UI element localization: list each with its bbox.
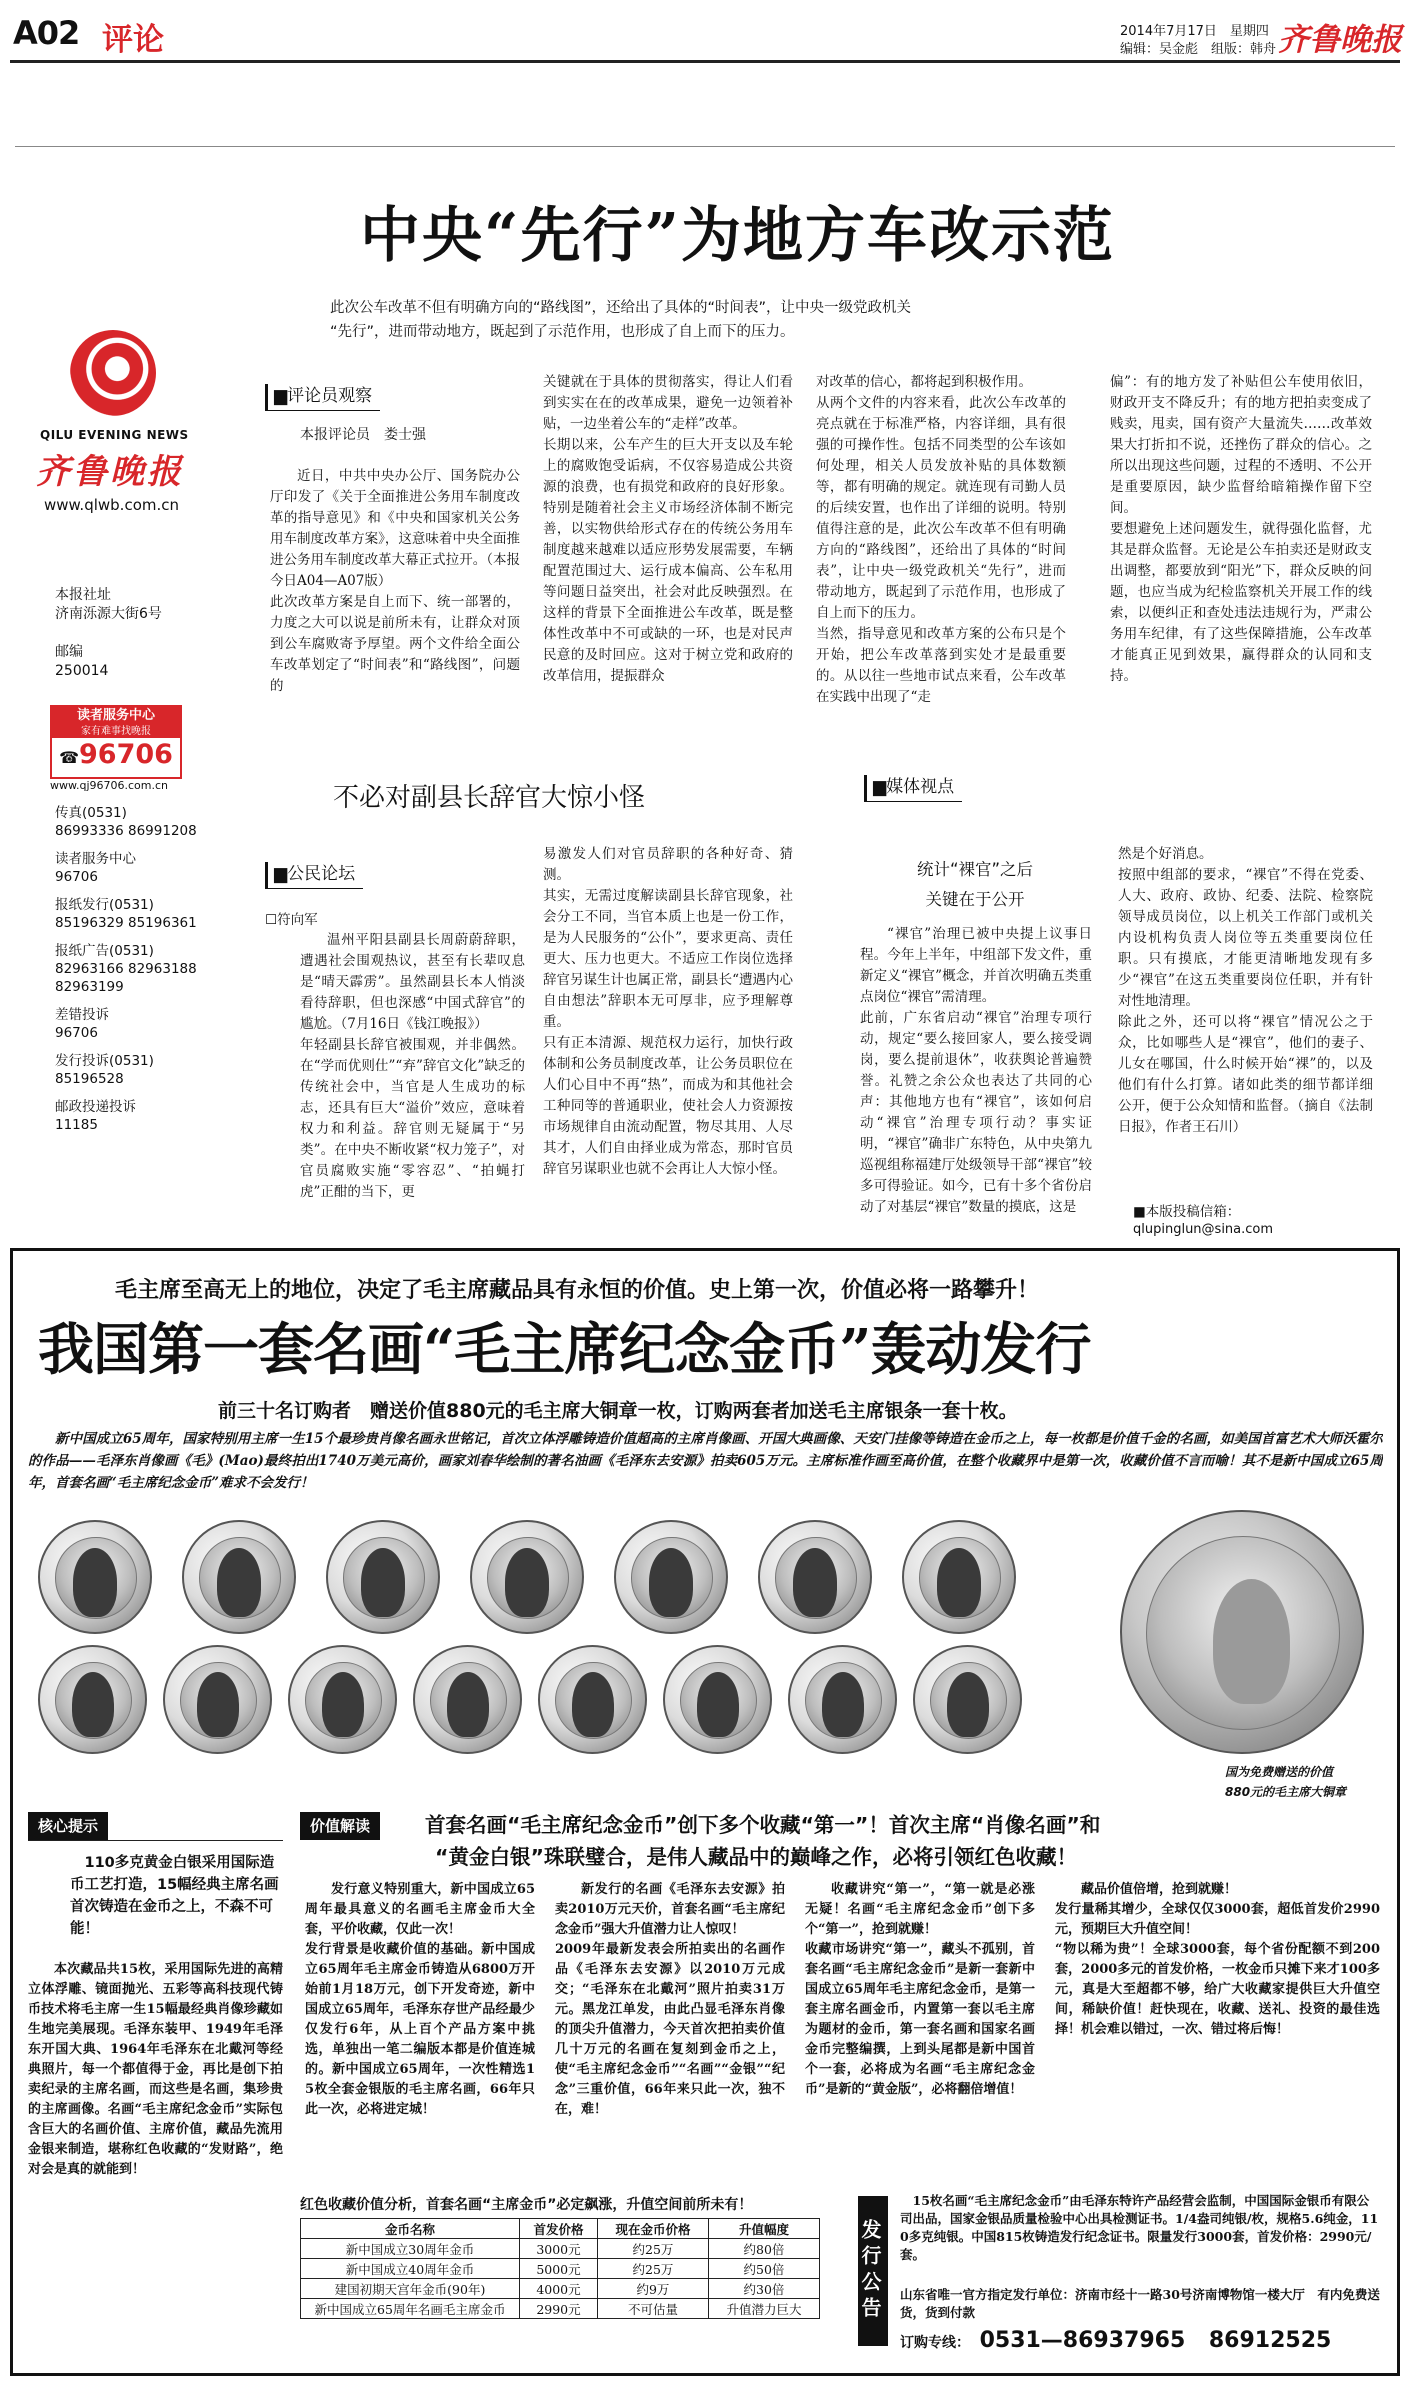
lead-top-rule — [15, 146, 1395, 147]
contact-entry: 邮政投递投诉 11185 — [55, 1099, 136, 1133]
table-cell: 约9万 — [597, 2279, 708, 2299]
value-col-3-text: 收藏讲究“第一”，“第一就是必涨无疑！名画“毛主席纪念金币”创下多个“第一”，抢到就赚！ 收藏市场讲究“第一”，藏头不孤别，首套名画“毛主席纪念金币”是新一套新中国成立65周年毛主席纪念金币，是第一套主席名画金币，内置第一套以毛主席为题材的金币，第一套名画和国家名画金币完整编撰，上到头尾都是新中国首个一套，必将成为名画“毛主席纪念金币”是新的“黄金版”，必将翻倍增值！ — [805, 1882, 1035, 2097]
tip-label: 核心提示 — [28, 1812, 108, 1840]
hotline[interactable] — [900, 2328, 1331, 2353]
table-header-row — [301, 2219, 820, 2239]
address: 本报社址 济南泺源大街6号 — [55, 587, 162, 622]
table-row — [301, 2259, 820, 2279]
contact-entry: 读者服务中心 96706 — [55, 851, 136, 885]
contact-entry: 发行投诉(0531) 85196528 — [55, 1053, 154, 1087]
lead-deck: 此次公车改革不但有明确方向的“路线图”，还给出了具体的“时间表”，让中央一级党政机关 “先行”，进而带动地方，既起到了示范作用，也形成了自上而下的压力。 — [330, 300, 912, 340]
contact-entry: 差错投诉 96706 — [55, 1007, 109, 1041]
coin-image — [614, 1520, 728, 1634]
tag-square-icon: ▆ — [873, 777, 887, 797]
coin-image — [38, 1645, 147, 1754]
second-col-2 — [543, 844, 793, 1240]
portrait-icon — [793, 1548, 837, 1616]
table-header: 现在金币价格 — [597, 2219, 708, 2239]
lead-col-1-text: 近日，中共中央办公厅、国务院办公厅印发了《关于全面推进公务用车制度改革的指导意见》和《中央和国家机关公务用车制度改革方案》，这意味着中央全面推进公务用车制度改革大幕正式拉开。（本报今日A04—A07版） 此次改革方案是自上而下、统一部署的，力度之大可以说是前所未有，让群众对顶到公车腐败寄予厚望。两个文件给全面公车改革划定了“时间表”和“路线图”，问题的 — [270, 468, 520, 694]
qilu-swirl-logo — [70, 330, 156, 416]
ad-sub: 前三十名订购者 赠送价值880元的毛主席大铜章一枚，订购两套者加送毛主席银条一套十枚。 — [218, 1400, 1018, 1422]
section-tag-citizen: ▆公民论坛 — [265, 862, 363, 889]
media-col-2-text: 然是个好消息。 按照中组部的要求，“裸官”不得在党委、人大、政府、政协、纪委、法院、检察院领导成员岗位，以上机关工作部门或机关内设机构负责人岗位等五类重要岗位任职。只有摸底，才能更清晰地发现有多少“裸官”在这五类重要岗位任职，并有针对性地清理。 除此之外，还可以将“裸官”情况公之于众，比如哪些人是“裸官”，他们的妻子、儿女在哪国，什么时候开始“裸”的，以及他们有什么打算。诸如此类的细节都详细公开，便于公众知情和监督。（摘自《法制日报》，作者王石川） — [1118, 846, 1373, 1135]
tag-square-icon: ▆ — [274, 386, 288, 406]
table-header: 金币名称 — [301, 2219, 520, 2239]
coin-image — [788, 1645, 897, 1754]
portrait-icon — [822, 1672, 864, 1737]
contrib-label: ■本版投稿信箱： — [1133, 1204, 1241, 1220]
medal-caption: 国为免费赠送的价值 880元的毛主席大铜章 — [1225, 1765, 1347, 1799]
phone-icon: ☎ — [59, 748, 79, 767]
notice-sponsor: 山东省唯一官方指定发行单位：济南市经十一路30号济南博物馆一楼大厅 有内免费送货，货到付款 — [900, 2287, 1380, 2320]
brand-cn: 齐鲁晚报 — [36, 452, 184, 492]
tag-square-icon: ▆ — [274, 864, 288, 884]
second-col-1 — [300, 930, 525, 1240]
portrait-icon — [447, 1672, 489, 1737]
portrait-icon — [1213, 1579, 1290, 1704]
notice-text: 15枚名画“毛主席纪念金币”由毛泽东特许产品经营会监制，中国国际金银币有限公司出品，国家金银品质量检验中心出具检测证书。1/4盎司纯银/枚，规格5.6纯金，110多克纯银。中国815枚铸造发行纪念证书。限量发行3000套，首发价格：2990元/套。 — [900, 2193, 1379, 2262]
second-byline: ☐符向军 — [265, 912, 318, 928]
coin-image — [913, 1645, 1022, 1754]
table-row — [301, 2279, 820, 2299]
portrait-icon — [947, 1672, 989, 1737]
service-banner: 读者服务中心 — [52, 707, 180, 725]
tip-rule — [28, 1840, 283, 1841]
value-label: 价值解读 — [300, 1812, 380, 1840]
table-cell: 约25万 — [597, 2259, 708, 2279]
coin-image — [288, 1645, 397, 1754]
coin-image — [413, 1645, 522, 1754]
value-headline-2: “黄金白银”珠联璧合，是伟人藏品中的巅峰之作，必将引领红色收藏！ — [435, 1845, 1077, 1869]
value-headline-1: 首套名画“毛主席纪念金币”创下多个收藏“第一”！首次主席“肖像名画”和 — [425, 1813, 1101, 1837]
table-row — [301, 2299, 820, 2319]
portrait-icon — [505, 1548, 549, 1616]
service-box[interactable] — [50, 705, 182, 779]
coin-image — [470, 1520, 584, 1634]
coin-image — [163, 1645, 272, 1754]
section-tag-commentator: ▆评论员观察 — [265, 384, 380, 411]
coin-image — [663, 1645, 772, 1754]
portrait-icon — [322, 1672, 364, 1737]
table-cell: 约25万 — [597, 2239, 708, 2259]
coin-image — [758, 1520, 872, 1634]
portrait-icon — [72, 1672, 114, 1737]
second-headline: 不必对副县长辞官大惊小怪 — [333, 783, 646, 813]
tip-body — [28, 1960, 283, 2360]
service-sub: 家有难事找晚报 — [52, 725, 180, 738]
media-col-1-text: “裸官”治理已被中央提上议事日程。今年上半年，中组部下发文件，重新定义“裸官”概念，并首次明确五类重点岗位“裸官”需清理。 此前，广东省启动“裸官”治理专项行动，规定“要么接回家人，要么接受调岗，要么提前退休”，收获舆论普遍赞誉。礼赞之余公众也表达了共同的心声：其他地方也有“裸官”，该如何启动“裸官”治理专项行动？事实证明，“裸官”确非广东特色，从中央第九巡视组称福建厅处级领导干部“裸官”较多可得验证。如今，已有十多个省份启动了对基层“裸官”数量的摸底，这是 — [860, 926, 1092, 1215]
media-col-2 — [1118, 844, 1373, 1196]
value-col-3 — [805, 1880, 1035, 2180]
bronze-medal-image — [1120, 1510, 1364, 1754]
date-line: 2014年7月17日 星期四 — [1120, 24, 1269, 39]
table-cell: 约50倍 — [708, 2259, 819, 2279]
table-header: 首发价格 — [520, 2219, 598, 2239]
portrait-icon — [697, 1672, 739, 1737]
contact-entry: 报纸发行(0531) 85196329 85196361 — [55, 897, 197, 931]
lead-headline: 中央“先行”为地方车改示范 — [360, 201, 1116, 271]
section-tag-media: ▆媒体视点 — [864, 775, 962, 802]
portrait-icon — [572, 1672, 614, 1737]
table-cell: 2990元 — [520, 2299, 598, 2319]
hotline-alt[interactable]: 86912525 — [1208, 2328, 1332, 2353]
price-table — [300, 2218, 820, 2319]
ad-headline: 我国第一套名画“毛主席纪念金币”轰动发行 — [38, 1317, 1091, 1383]
postcode: 邮编 250014 — [55, 644, 109, 679]
value-col-2 — [555, 1880, 785, 2180]
table-header: 升值幅度 — [708, 2219, 819, 2239]
lead-col-3 — [816, 372, 1066, 782]
table-cell: 不可估量 — [597, 2299, 708, 2319]
portrait-icon — [73, 1548, 117, 1616]
service-number: ☎96706 — [59, 739, 173, 770]
lead-col-4 — [1110, 372, 1372, 782]
table-cell: 新中国成立65周年名画毛主席金币 — [301, 2299, 520, 2319]
lead-col-3-text: 对改革的信心，都将起到积极作用。 从两个文件的内容来看，此次公车改革的亮点就在于标准严格，内容详细，具有很强的可操作性。包括不同类型的公车该如何处理，相关人员发放补贴的具体数额等，都有明确的规定。就连现有司勤人员的后续安置，也作出了详细的说明。特别值得注意的是，此次公车改革不但有明确方向的“路线图”，还给出了具体的“时间表”，让中央一级党政机关“先行”，进而带动地方，既起到了示范作用，也形成了自上而下的压力。 当然，指导意见和改革方案的公布只是个开始，把公车改革落到实处才是最重要的。从以往一些地市试点来看，公车改革在实践中出现了“走 — [816, 374, 1066, 705]
section-name: 评论 — [102, 22, 164, 58]
service-site[interactable]: www.qj96706.com.cn — [50, 779, 169, 792]
table-cell: 升值潜力巨大 — [708, 2299, 819, 2319]
table-cell: 3000元 — [520, 2239, 598, 2259]
value-col-1 — [305, 1880, 535, 2180]
tip-lead: 110多克黄金白银采用国际造币工艺打造，15幅经典主席名画首次铸造在金币之上，不森不可能！ — [70, 1855, 279, 1937]
table-cell: 约30倍 — [708, 2279, 819, 2299]
lead-col-1 — [270, 466, 520, 782]
second-col-1-text: 温州平阳县副县长周蔚蔚辞职，遭遇社会围观热议，甚至有长辈叹息是“晴天霹雳”。虽然副县长本人悄淡看待辞职，但也深感“中国式辞官”的尴尬。（7月16日《钱江晚报》） 年轻副县长辞官被围观，并非偶然。在“学而优则仕”“弃”辞官文化”缺乏的传统社会中，当官是人生成功的标志，还具有巨大“溢价”效应，意味着权力和利益。辞官则无疑属于“另类”。在中央不断收紧“权力笼子”，对官员腐败实施“零容忍”、“拍蝇打虎”正酣的当下，更 — [300, 932, 525, 1200]
lead-col-2 — [543, 372, 793, 782]
value-col-1-text: 发行意义特别重大，新中国成立65周年最具意义的名画毛主席金币大全套，平价收藏，仅此一次！ 发行背景是收藏价值的基础。新中国成立65周年毛主席金币铸造从6800万开始前1月18万元，创下开发奇迹，新中国成立65周年，毛泽东存世产品经最少仅发行6年，从上百个产品方案中挑选，单独出一笔二编版本都是价值连城的。新中国成立65周年，一次性精选15枚全套金银版的毛主席名画，66年只此一次，必将进定城！ — [305, 1882, 535, 2117]
page-code: A02 — [13, 14, 80, 52]
ad-top-line: 毛主席至高无上的地位，决定了毛主席藏品具有永恒的价值。史上第一次，价值必将一路攀升！ — [115, 1278, 1040, 1303]
price-table-title: 红色收藏价值分析，首套名画“主席金币”必定飙涨，升值空间前所未有！ — [300, 2197, 753, 2213]
tip-body-text: 本次藏品共15枚，采用国际先进的高精立体浮雕、镜面抛光、五彩等高科技现代铸币技术将毛主席一生15幅最经典肖像珍藏如生地完美展现。毛泽东装甲、1949年毛泽东开国大典、1964年毛泽东在北戴河等经典照片，每一个都值得于金，再比是创下拍卖纪录的主席名画，而这些是名画，集珍贵的主席画像。名画“毛主席纪念金币”实际包含巨大的名画价值、主席价值，藏品先流用金银来制造，堪称红色收藏的“发财路”，绝对会是真的就能到！ — [28, 1962, 283, 2177]
portrait-icon — [361, 1548, 405, 1616]
lead-col-2-text: 关键就在于具体的贯彻落实，得让人们看到实实在在的改革成果，避免一边领着补贴，一边坐着公车的“走样”改革。 长期以来，公车产生的巨大开支以及车轮上的腐败饱受诟病，不仅容易造成公共资源的浪费，也有损党和政府的良好形象。特别是随着社会主义市场经济体制不断完善，以实物供给形式存在的传统公务用车制度越来越难以适应形势发展需要，车辆配置范围过大、运行成本偏高、公车私用等问题日益突出，社会对此反映强烈。在这样的背景下全面推进公车改革，既是整体性改革中不可或缺的一环，也是对民声民意的及时回应。这对于树立党和政府的改革信用，提振群众 — [543, 374, 793, 684]
table-row — [301, 2239, 820, 2259]
notice-label: 发行公告 — [858, 2196, 888, 2346]
table-cell: 新中国成立40周年金币 — [301, 2259, 520, 2279]
coin-image — [38, 1520, 152, 1634]
brand-en: QILU EVENING NEWS — [40, 428, 189, 442]
table-cell: 建国初期天宫年金币(90年) — [301, 2279, 520, 2299]
contact-entry: 传真(0531) 86993336 86991208 — [55, 805, 197, 839]
editors-line: 编辑：吴金彪 组版：韩舟 — [1120, 42, 1277, 57]
table-cell: 5000元 — [520, 2259, 598, 2279]
value-col-4 — [1055, 1880, 1380, 2180]
website[interactable]: www.qlwb.com.cn — [44, 496, 179, 514]
media-col-1 — [860, 924, 1092, 1240]
portrait-icon — [197, 1672, 239, 1737]
coin-image — [538, 1645, 647, 1754]
table-cell: 约80倍 — [708, 2239, 819, 2259]
lead-byline: 本报评论员 娄士强 — [300, 427, 426, 443]
value-col-2-text: 新发行的名画《毛泽东去安源》拍卖2010万元天价，首套名画“毛主席纪念金币”强大升值潜力让人惊叹！ 2009年最新发表会所拍卖出的名画作品《毛泽东去安源》以2010万元成交；“毛泽东在北戴河”照片拍卖31万元。黑龙江单发，由此凸显毛泽东肖像的顶尖升值潜力，今天首次把拍卖价值几十万元的名画在复刻到金币之上，使“毛主席纪念金币”“名画”“金银”“纪念”三重价值，66年来只此一次，独不在，难！ — [555, 1882, 785, 2117]
table-cell: 4000元 — [520, 2279, 598, 2299]
coin-image — [182, 1520, 296, 1634]
second-col-2-text: 易激发人们对官员辞职的各种好奇、猜测。 其实，无需过度解读副县长辞官现象，社会分工不同，当官本质上也是一份工作，是为人民服务的“公仆”，要求更高、责任更大、压力也更大。不适应工作岗位选择辞官另谋生计也属正常，副县长“遭遇内心自由想法”辞职本无可厚非，应予理解尊重。 只有正本清源、规范权力运行，加快行政体制和公务员制度改革，让公务员职位在人们心目中不再“热”，而成为和其他社会工种同等的普通职业，使社会人力资源按市场规律自由流动配置，物尽其用、人尽其才，人们自由择业成为常态，那时官员辞官另谋职业也就不会再让人大惊小怪。 — [543, 846, 793, 1177]
page-header — [0, 0, 1409, 65]
header-rule — [10, 60, 1400, 63]
lead-col-4-text: 偏”：有的地方发了补贴但公车使用依旧，财政开支不降反升；有的地方把拍卖变成了贱卖，甩卖，国有资产大量流失……改革效果大打折扣不说，还挫伤了群众的信心。之所以出现这些问题，过程的不透明、不公开是重要原因，缺少监督给暗箱操作留下空间。 要想避免上述问题发生，就得强化监督，尤其是群众监督。无论是公车拍卖还是财政支出调整，都要放到“阳光”下，群众反映的问题，也应当成为纪检监察机关开展工作的线索，以便纠正和查处违法违规行为，严肃公务用车纪律，有了这些保障措施，公车改革才能真正见到效果，赢得群众的认同和支持。 — [1110, 374, 1372, 684]
contact-entry: 报纸广告(0531) 82963166 82963188 82963199 — [55, 943, 197, 995]
hotline-label: 订购专线： — [900, 2335, 970, 2351]
portrait-icon — [217, 1548, 261, 1616]
coin-image — [326, 1520, 440, 1634]
hotline-main[interactable]: 0531—86937965 — [979, 2328, 1186, 2353]
portrait-icon — [649, 1548, 693, 1616]
byline-box-icon: ☐ — [265, 912, 278, 928]
media-subhead: 统计“裸官”之后 关键在于公开 — [916, 860, 1034, 909]
table-cell: 新中国成立30周年金币 — [301, 2239, 520, 2259]
ad-intro: 新中国成立65周年，国家特别用主席一生15个最珍贵肖像名画永世铭记，首次立体浮雕铸造价值超高的主席肖像画、开国大典画像、天安门挂像等铸造在金币之上，每一枚都是价值千金的名画，如美国首富艺术大师沃霍尔的作品——毛泽东肖像画《毛》(Mao)最终拍出1740万美元高价，画家刘春华绘制的著名油画《毛泽东去安源》拍卖605万元。主席标准作画至高价值，在整个收藏界中是第一次，收藏价值不言而喻！其不是新中国成立65周年，首套名画“毛主席纪念金币”难求不会发行！ — [28, 1431, 1383, 1491]
value-col-4-text: 藏品价值倍增，抢到就赚！ 发行量稀其增少，全球仅仅3000套，超低首发价2990元，预期巨大升值空间！ “物以稀为贵”！全球3000套，每个省份配额不到200套，2000多元的首发价格，一枚金币只摊下来才100多元，真是大至超都不够，给广大收藏家提供巨大升值空间，稀缺价值！赶快现在，收藏、送礼、投资的最佳选择！机会难以错过，一次、错过将后悔！ — [1055, 1882, 1380, 2037]
header-brand: 齐鲁晚报 — [1278, 22, 1402, 58]
portrait-icon — [937, 1548, 981, 1616]
contrib-email[interactable]: qlupinglun@sina.com — [1133, 1222, 1274, 1237]
coin-image — [902, 1520, 1016, 1634]
contacts-list — [55, 804, 235, 1134]
